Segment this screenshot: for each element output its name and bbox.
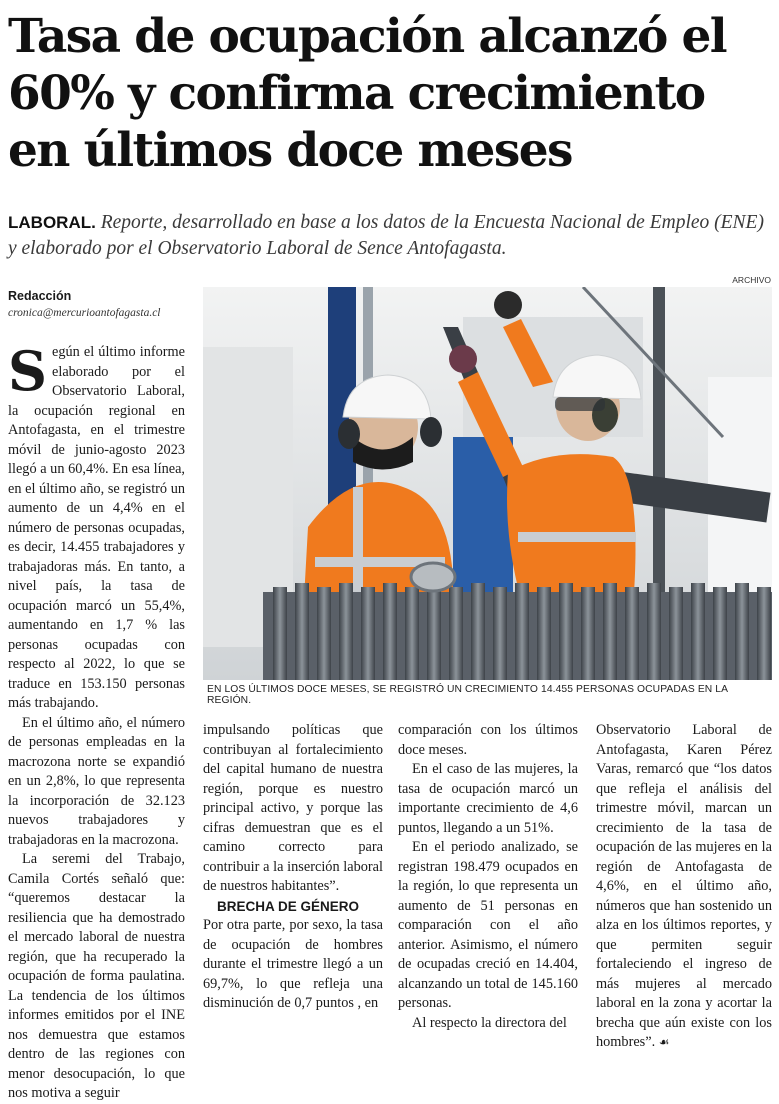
paragraph-3: La seremi del Trabajo, Camila Cortés señaló que: “queremos destacar la resiliencia que ha demostrado el mercado laboral de nuestra región, que ha recuperado la ocupación de forma paulatina. La tendencia de los últimos informes emitidos por el INE nos demuestra que estamos dentro de las regiones con menor desocupación, lo que nos motiva a seguir — [8, 851, 185, 1101]
drop-cap: S — [8, 339, 47, 403]
article-column-4 — [596, 721, 772, 1053]
workers-illustration — [203, 287, 772, 680]
photo-caption: EN LOS ÚLTIMOS DOCE MESES, SE REGISTRÓ UN CRECIMIENTO 14.455 PERSONAS OCUPADAS EN LA REGIÓN. — [207, 684, 728, 706]
end-mark-icon: ☙ — [658, 1035, 670, 1049]
article-column-1 — [8, 339, 185, 1104]
headline: Tasa de ocupación alcanzó el 60% y confirma crecimiento en últimos doce meses — [8, 9, 727, 178]
subhead-brecha-de-genero: BRECHA DE GÉNERO — [217, 898, 360, 914]
paragraph-7: Al respecto la directora del — [412, 1014, 567, 1031]
lede — [8, 210, 773, 262]
article-column-2 — [203, 721, 383, 1014]
article-column-3 — [398, 721, 578, 1033]
lede-text: Reporte, desarrollado en base a los datos de la Encuesta Nacional de Empleo (ENE) y elaborado por el Observatorio Laboral de Sence Antofagasta. — [8, 212, 764, 259]
byline-author: Redacción — [8, 289, 72, 303]
paragraph-6: En el periodo analizado, se registran 198.479 ocupados en la región, lo que representa un aumento de 51 personas en comparación con el año anterior. Asimismo, el número de ocupadas creció en 14.404, alcanzando un total de 145.160 personas. — [398, 839, 578, 1011]
paragraph-3-continued: impulsando políticas que contribuyan al fortalecimiento del capital humano de nuestra región, porque es nuestro principal activo, y porque las cifras demuestran que es el camino correcto para contribuir a la inserción laboral de nuestros habitantes”. — [203, 722, 383, 894]
photo-credit: ARCHIVO — [732, 275, 771, 285]
paragraph-7-continued: Observatorio Laboral de Antofagasta, Karen Pérez Varas, remarcó que “los datos que refleja el análisis del trimestre móvil, marcan un crecimiento de la tasa de ocupación de las mujeres en la región de Antofagasta de 4,6%, en el último año, números que han sostenido un alza en los últimos reportes, y que permiten seguir fortaleciendo el ingreso de más mujeres al mercado laboral en la zona y acortar la brecha que aún existe con los hombres”. ☙ — [596, 722, 772, 1050]
paragraph-2: En el último año, el número de personas empleadas en la macrozona norte se expandió en un 2,8%, lo que representa la incorporación de 32.123 nuevos trabajadores y trabajadoras en la macrozona. — [8, 714, 185, 848]
byline-email: cronica@mercurioantofagasta.cl — [8, 307, 161, 319]
paragraph-4: Por otra parte, por sexo, la tasa de ocupación de hombres durante el trimestre llegó a un 69,7%, lo que refleja una disminución de 0,7 puntos , en — [203, 917, 383, 1011]
article-photo — [203, 287, 772, 680]
paragraph-5: En el caso de las mujeres, la tasa de ocupación marcó un importante crecimiento de 4,6 puntos, llegando a un 51%. — [398, 761, 578, 836]
lede-kicker: LABORAL. — [8, 213, 96, 232]
paragraph-4-continued: comparación con los últimos doce meses. — [398, 722, 578, 758]
paragraph-1: Según el último informe elaborado por el Observatorio Laboral, la ocupación regional en Antofagasta, en el trimestre móvil de junio-agosto 2023 llegó a un 60,4%. En esa línea, en el último año, se registró un aumento de un 4,4% en el número de personas ocupadas, es decir, 14.455 trabajadores y trabajadoras más. En tanto, a nivel país, la tasa de ocupación marcó un 55,4%, aumentando en 1,7 % las personas ocupadas con respecto al 2022, lo que se traduce en 153.150 personas más trabajando. — [8, 339, 185, 711]
